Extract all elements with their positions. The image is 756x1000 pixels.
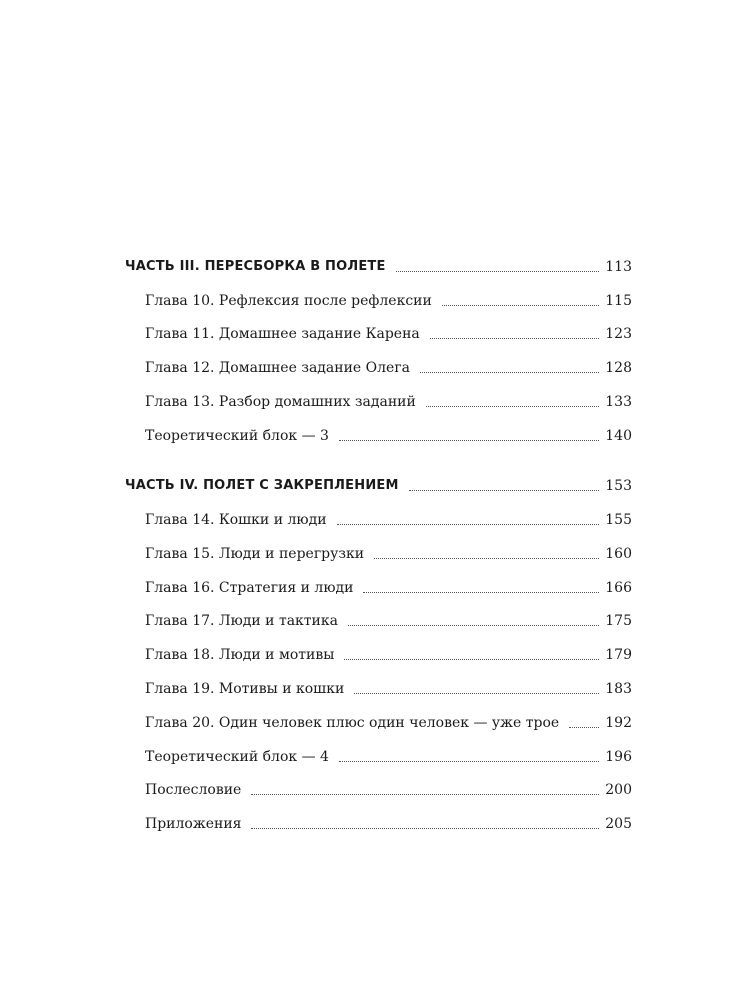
toc-chapter-entry	[0, 812, 756, 836]
dot-leader	[363, 591, 599, 593]
toc-entry-title: ЧАСТЬ III. ПЕРЕСБОРКА В ПОЛЕТЕ	[125, 259, 386, 274]
dot-leader	[344, 658, 599, 660]
toc-entry-title: Теоретический блок — 4	[145, 749, 329, 765]
toc-entry-title: Глава 14. Кошки и люди	[145, 512, 327, 528]
toc-entry-title: Глава 19. Мотивы и кошки	[145, 681, 345, 697]
toc-entry-title: Глава 16. Стратегия и люди	[145, 580, 354, 596]
toc-entry-title: Послесловие	[145, 782, 242, 798]
dot-leader	[430, 337, 599, 339]
toc-entry-title: Глава 11. Домашнее задание Карена	[145, 326, 420, 342]
toc-part-heading	[0, 255, 756, 279]
toc-chapter-entry	[0, 322, 756, 346]
dot-leader	[569, 726, 599, 728]
dot-leader	[348, 624, 599, 626]
toc-chapter-entry	[0, 508, 756, 532]
toc-page-number: 128	[605, 360, 632, 376]
dot-leader	[409, 489, 600, 491]
dot-leader	[374, 557, 599, 559]
dot-leader	[339, 439, 599, 441]
toc-page-number: 160	[605, 546, 632, 562]
toc-chapter-entry	[0, 643, 756, 667]
toc-chapter-entry	[0, 390, 756, 414]
toc-entry-title: Глава 15. Люди и перегрузки	[145, 546, 365, 562]
toc-entry-title: Глава 13. Разбор домашних заданий	[145, 394, 416, 410]
toc-part-heading	[0, 474, 756, 498]
toc-chapter-entry	[0, 289, 756, 313]
toc-page-number: 140	[605, 428, 632, 444]
dot-leader	[354, 692, 599, 694]
dot-leader	[396, 270, 600, 272]
toc-page-number: 123	[605, 326, 632, 342]
dot-leader	[426, 405, 599, 407]
toc-page-number: 175	[605, 613, 632, 629]
toc-chapter-entry	[0, 356, 756, 380]
toc-page-number: 155	[605, 512, 632, 528]
dot-leader	[420, 371, 599, 373]
toc-page-number: 166	[605, 580, 632, 596]
dot-leader	[251, 793, 599, 795]
toc-chapter-entry	[0, 542, 756, 566]
toc-entry-title: Глава 10. Рефлексия после рефлексии	[145, 293, 432, 309]
toc-page-number: 183	[605, 681, 632, 697]
toc-page-number: 200	[605, 782, 632, 798]
dot-leader	[337, 523, 600, 525]
toc-chapter-entry	[0, 609, 756, 633]
toc-chapter-entry	[0, 677, 756, 701]
toc-page-number: 196	[605, 749, 632, 765]
toc-entry-title: Приложения	[145, 816, 242, 832]
toc-chapter-entry	[0, 576, 756, 600]
dot-leader	[442, 304, 599, 306]
toc-entry-title: Глава 12. Домашнее задание Олега	[145, 360, 411, 376]
toc-entry-title: Теоретический блок — 3	[145, 428, 329, 444]
toc-entry-title: Глава 20. Один человек плюс один человек — уже трое	[145, 715, 560, 731]
toc-chapter-entry	[0, 424, 756, 448]
toc-page-number: 192	[605, 715, 632, 731]
toc-page-number: 205	[605, 816, 632, 832]
toc-page-number: 133	[605, 394, 632, 410]
toc-entry-title: Глава 18. Люди и мотивы	[145, 647, 335, 663]
dot-leader	[339, 760, 599, 762]
toc-chapter-entry	[0, 778, 756, 802]
toc-chapter-entry	[0, 745, 756, 769]
toc-page-number: 153	[605, 478, 632, 494]
toc-entry-title: ЧАСТЬ IV. ПОЛЕТ С ЗАКРЕПЛЕНИЕМ	[125, 478, 399, 493]
toc-page-number: 113	[605, 259, 632, 275]
toc-entry-title: Глава 17. Люди и тактика	[145, 613, 338, 629]
toc-page-number: 179	[605, 647, 632, 663]
toc-page-number: 115	[605, 293, 632, 309]
toc-chapter-entry	[0, 711, 756, 735]
dot-leader	[251, 827, 599, 829]
